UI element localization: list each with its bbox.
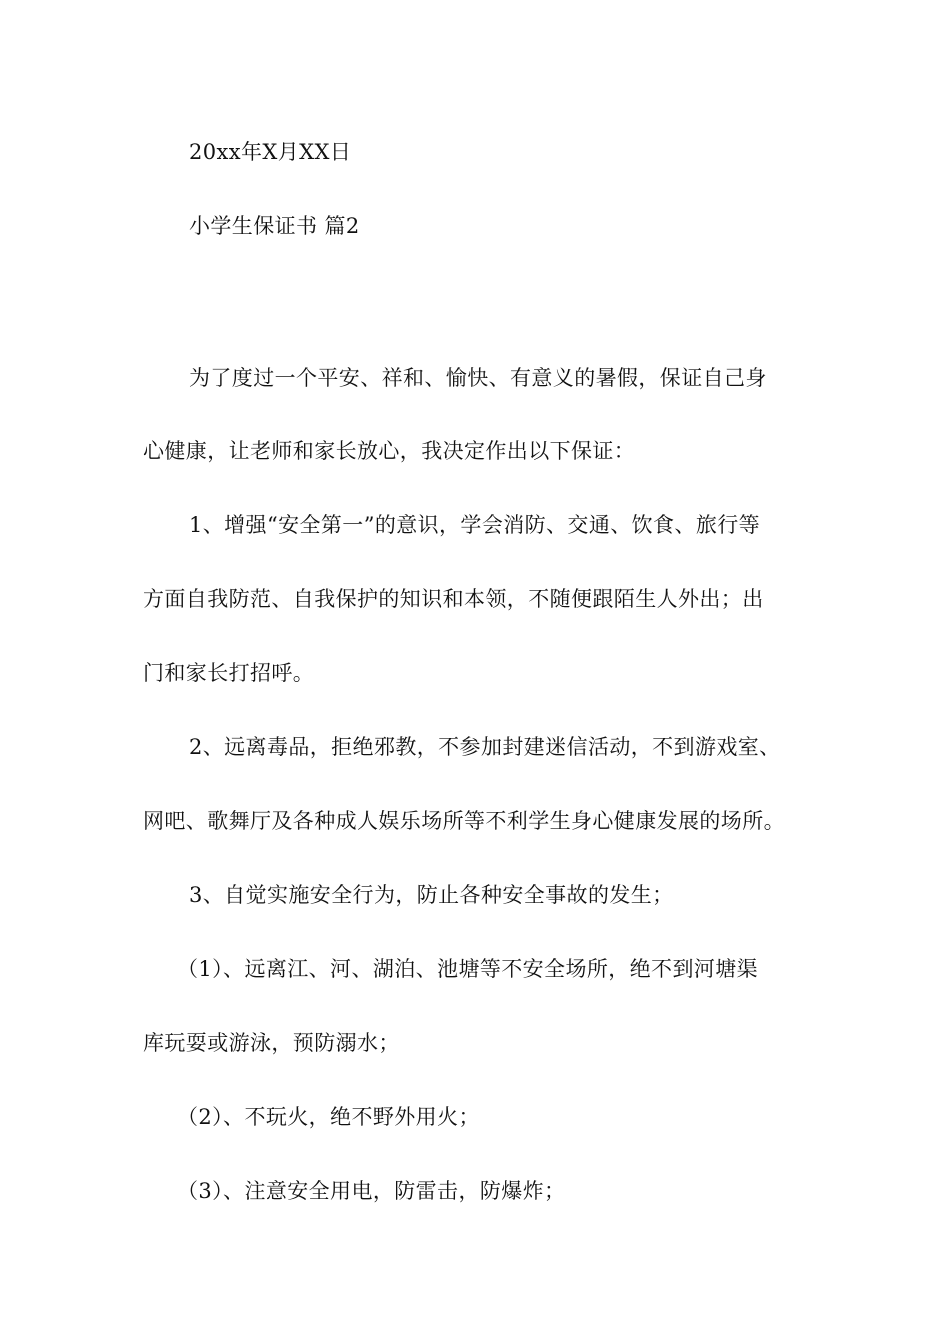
paragraph-line: （2）、不玩火，绝不野外用火； xyxy=(177,1105,480,1129)
paragraph-line: 门和家长打招呼。 xyxy=(143,661,315,685)
paragraph-line: 方面自我防范、自我保护的知识和本领，不随便跟陌生人外出；出 xyxy=(143,587,764,611)
section-title: 小学生保证书 篇2 xyxy=(189,214,360,238)
paragraph-line: （3）、注意安全用电，防雷击，防爆炸； xyxy=(177,1179,566,1203)
paragraph-line: 3、自觉实施安全行为，防止各种安全事故的发生； xyxy=(189,883,674,907)
paragraph-line: 库玩耍或游泳，预防溺水； xyxy=(143,1031,400,1055)
paragraph-line: （1）、远离江、河、湖泊、池塘等不安全场所，绝不到河塘渠 xyxy=(177,957,759,981)
paragraph-line: 心健康，让老师和家长放心，我决定作出以下保证： xyxy=(143,439,636,463)
paragraph-line: 2、远离毒品，拒绝邪教，不参加封建迷信活动，不到游戏室、 xyxy=(189,735,781,759)
paragraph-line: 为了度过一个平安、祥和、愉快、有意义的暑假，保证自己身 xyxy=(189,366,767,390)
paragraph-line: 1、增强“安全第一”的意识，学会消防、交通、饮食、旅行等 xyxy=(189,513,761,537)
date-line: 20xx年X月XX日 xyxy=(189,140,352,164)
paragraph-line: 网吧、歌舞厅及各种成人娱乐场所等不利学生身心健康发展的场所。 xyxy=(143,809,785,833)
